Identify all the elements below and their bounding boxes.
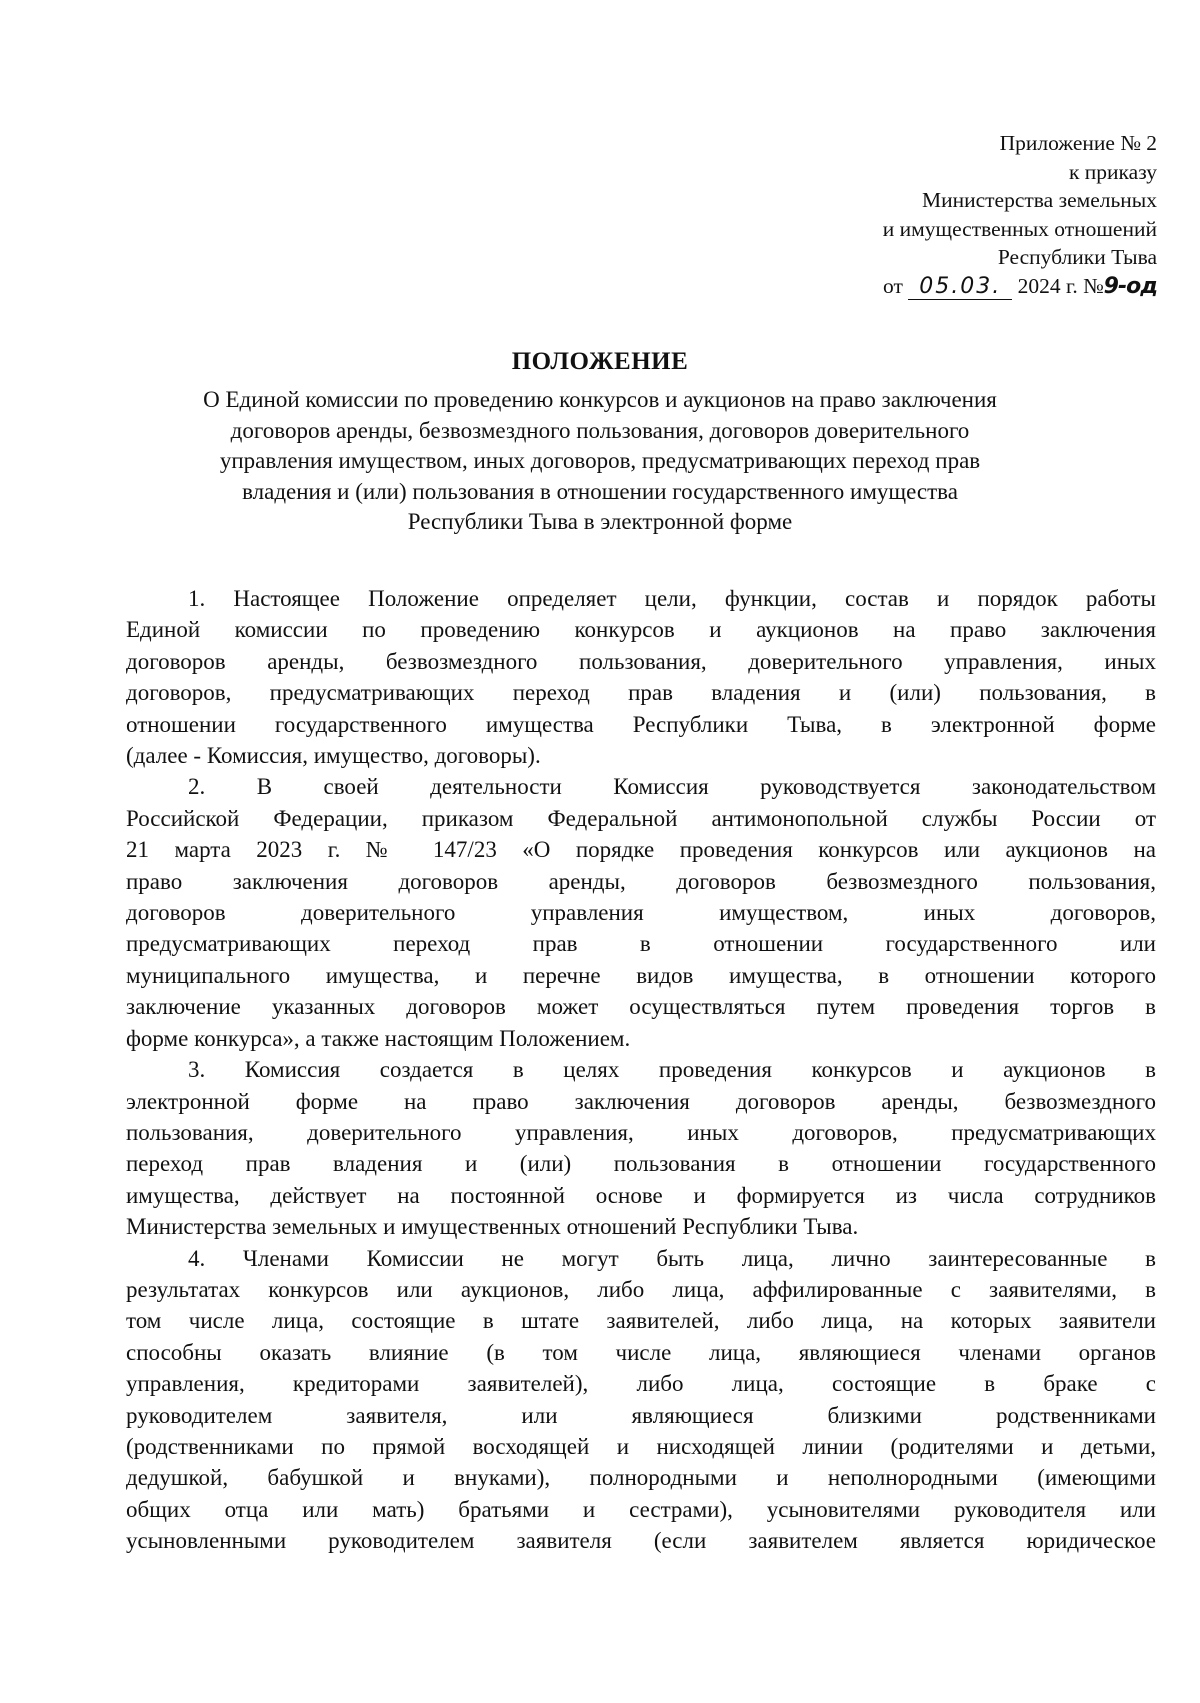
paragraph-line: (далее - Комиссия, имущество, договоры). (126, 743, 541, 769)
paragraph-line: отношении государственного имущества Республики Тыва, в электронной форме (126, 711, 1156, 737)
year-text: 2024 г. № (1017, 273, 1104, 298)
paragraph-line: Единой комиссии по проведению конкурсов и аукционов на право заключения (126, 617, 1156, 643)
paragraph-line: форме конкурса», а также настоящим Положением. (126, 1025, 631, 1051)
document-subtitle (90, 385, 1110, 538)
appendix-date-line (737, 272, 1157, 302)
paragraph-line: пользования, доверительного управления, иных договоров, предусматривающих (126, 1119, 1156, 1145)
paragraph-line: дедушкой, бабушкой и внуками), полнородными и неполнородными (имеющими (126, 1465, 1156, 1491)
paragraph-line: 21 марта 2023 г. № 147/23 «О порядке проведения конкурсов или аукционов на (126, 837, 1156, 863)
paragraph-line: муниципального имущества, и перечне видов имущества, в отношении которого (126, 962, 1156, 988)
paragraph-line: Министерства земельных и имущественных отношений Республики Тыва. (126, 1214, 859, 1240)
paragraph-line: 2. В своей деятельности Комиссия руководствуется законодательством (188, 774, 1156, 800)
subtitle-line: Республики Тыва в электронной форме (407, 509, 793, 534)
paragraph-line: результатах конкурсов или аукционов, либо лица, аффилированные с заявителями, в (126, 1276, 1156, 1302)
paragraph-line: общих отца или мать) братьями и сестрами), усыновителями руководителя или (126, 1496, 1156, 1522)
paragraph-line: предусматривающих переход прав в отношении государственного или (126, 931, 1156, 957)
paragraph-line: 1. Настоящее Положение определяет цели, функции, состав и порядок работы (188, 586, 1156, 611)
paragraph-line: управления, кредиторами заявителей), либо лица, состоящие в браке с (126, 1371, 1156, 1397)
paragraph-3 (126, 1054, 1156, 1242)
paragraph-4 (126, 1243, 1156, 1557)
paragraph-line: переход прав владения и (или) пользования в отношении государственного (126, 1151, 1156, 1177)
paragraph-line: договоров доверительного управления имуществом, иных договоров, (126, 900, 1156, 926)
appendix-number: Приложение № 2 (999, 131, 1157, 155)
subtitle-line: О Единой комиссии по проведению конкурсов и аукционов на право заключения (203, 387, 997, 412)
paragraph-line: (родственниками по прямой восходящей и нисходящей линии (родителями и детьми, (126, 1433, 1156, 1459)
paragraph-line: договоров, предусматривающих переход прав владения и (или) пользования, в (126, 680, 1156, 706)
paragraph-line: право заключения договоров аренды, договоров безвозмездного пользования, (126, 868, 1156, 894)
paragraph-line: том числе лица, состоящие в штате заявителей, либо лица, на которых заявители (126, 1308, 1156, 1334)
paragraph-line: заключение указанных договоров может осуществляться путем проведения торгов в (126, 994, 1156, 1020)
subtitle-line: договоров аренды, безвозмездного пользования, договоров доверительного (230, 417, 970, 443)
paragraph-1 (126, 583, 1156, 771)
paragraph-line: имущества, действует на постоянной основе и формируется из числа сотрудников (126, 1182, 1156, 1208)
paragraph-line: способны оказать влияние (в том числе лица, являющиеся членами органов (126, 1339, 1156, 1365)
paragraph-2 (126, 771, 1156, 1054)
handwritten-date: 05.03. (908, 275, 1012, 300)
subtitle-line: управления имуществом, иных договоров, предусматривающих переход прав (219, 448, 981, 473)
appendix-header (737, 129, 1157, 301)
paragraph-line: Российской Федерации, приказом Федеральной антимонопольной службы России от (126, 805, 1156, 831)
date-prefix: от (883, 273, 903, 298)
appendix-republic: Республики Тыва (997, 245, 1157, 269)
subtitle-line: владения и (или) пользования в отношении государственного имущества (242, 478, 958, 504)
paragraph-line: руководителем заявителя, или являющиеся близкими родственниками (126, 1402, 1156, 1428)
paragraph-line: электронной форме на право заключения договоров аренды, безвозмездного (126, 1088, 1156, 1114)
paragraph-line: 3. Комиссия создается в целях проведения конкурсов и аукционов в (188, 1057, 1156, 1083)
document-body (126, 583, 1156, 1557)
appendix-ministry-2: и имущественных отношений (882, 216, 1157, 241)
handwritten-order-number: 9-од (1103, 273, 1157, 299)
paragraph-line: усыновленными руководителем заявителя (если заявителем является юридическое (126, 1528, 1156, 1554)
appendix-to-order: к приказу (1068, 159, 1157, 184)
document-title: ПОЛОЖЕНИЕ (511, 348, 689, 375)
appendix-ministry-1: Министерства земельных (921, 188, 1157, 212)
paragraph-line: договоров аренды, безвозмездного пользования, доверительного управления, иных (126, 648, 1156, 674)
paragraph-line: 4. Членами Комиссии не могут быть лица, лично заинтересованные в (188, 1245, 1156, 1271)
